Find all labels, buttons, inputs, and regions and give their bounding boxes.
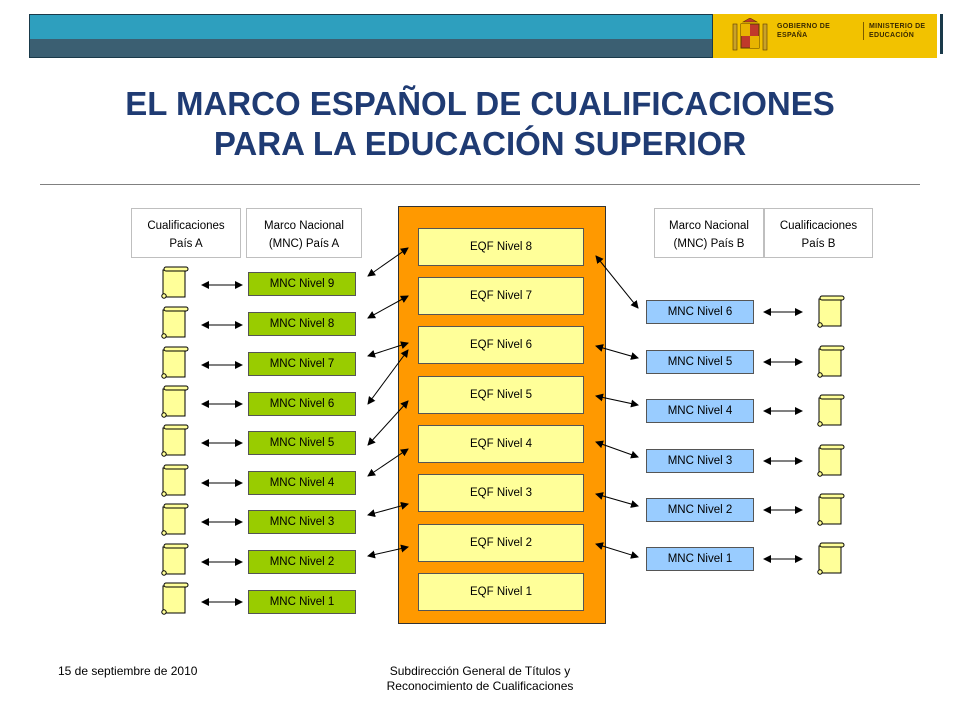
scroll-icon (818, 543, 844, 574)
mnc-a-nivel-6: MNC Nivel 6 (248, 392, 356, 416)
mnc-b-nivel-3: MNC Nivel 3 (646, 449, 754, 473)
mnc-a-nivel-7: MNC Nivel 7 (248, 352, 356, 376)
mnc-b-nivel-6: MNC Nivel 6 (646, 300, 754, 324)
arrow-eqf8-mncb6 (596, 256, 638, 308)
mnc-b-nivel-4: MNC Nivel 4 (646, 399, 754, 423)
scroll-icon (162, 307, 188, 338)
eqf-nivel-3: EQF Nivel 3 (418, 474, 584, 512)
mnc-a-nivel-8: MNC Nivel 8 (248, 312, 356, 336)
scroll-icon (162, 544, 188, 575)
arrow-mnca6-eqf6 (368, 350, 408, 404)
mnc-b-nivel-5: MNC Nivel 5 (646, 350, 754, 374)
eqf-nivel-4: EQF Nivel 4 (418, 425, 584, 463)
header-line: (MNC) País A (268, 238, 340, 250)
scroll-icons-pais-b (818, 296, 844, 574)
mnc-a-nivel-9: MNC Nivel 9 (248, 272, 356, 296)
footer-department-line-1: Subdirección General de Títulos y (389, 664, 571, 678)
mnc-a-nivel-5: MNC Nivel 5 (248, 431, 356, 455)
eqf-nivel-5: EQF Nivel 5 (418, 376, 584, 414)
header-line: (MNC) País B (673, 238, 745, 250)
arrow-mnca2-eqf2 (368, 547, 408, 556)
header-line: Cualificaciones (779, 220, 858, 232)
scroll-icon (162, 583, 188, 614)
eqf-nivel-8: EQF Nivel 8 (418, 228, 584, 266)
mnc-a-nivel-3: MNC Nivel 3 (248, 510, 356, 534)
mnc-a-nivel-4: MNC Nivel 4 (248, 471, 356, 495)
footer-department-line-2: Reconocimiento de Cualificaciones (386, 679, 574, 693)
arrow-eqf3-mncb2 (596, 494, 638, 506)
footer-date: 15 de septiembre de 2010 (58, 664, 198, 678)
header-line: Cualificaciones (147, 220, 225, 232)
arrow-eqf4-mncb3 (596, 442, 638, 457)
arrow-mnca7-eqf6 (368, 343, 408, 356)
arrow-eqf2-mncb1 (596, 544, 638, 557)
mnc-a-nivel-1: MNC Nivel 1 (248, 590, 356, 614)
scroll-icon (162, 386, 188, 417)
eqf-nivel-7: EQF Nivel 7 (418, 277, 584, 315)
arrow-mnca9-eqf8 (368, 248, 408, 276)
arrow-mnca8-eqf7 (368, 296, 408, 318)
scroll-icon (162, 347, 188, 378)
header-line: Marco Nacional (669, 220, 749, 232)
mnc-b-nivel-2: MNC Nivel 2 (646, 498, 754, 522)
scroll-icon (818, 346, 844, 377)
scroll-icon (818, 494, 844, 525)
header-line: País B (801, 238, 836, 250)
scroll-icon (162, 504, 188, 535)
scroll-icon (818, 445, 844, 476)
arrow-mnca4-eqf4 (368, 449, 408, 476)
government-label: GOBIERNO DE ESPAÑA (777, 23, 831, 39)
header-line: País A (169, 238, 203, 250)
scroll-icons-pais-a (162, 267, 188, 614)
arrow-mnca3-eqf3 (368, 504, 408, 515)
mnc-b-nivel-1: MNC Nivel 1 (646, 547, 754, 571)
title-line-2: PARA LA EDUCACIÓN SUPERIOR (213, 125, 747, 162)
eqf-nivel-1: EQF Nivel 1 (418, 573, 584, 611)
scroll-icon (162, 425, 188, 456)
header-line: Marco Nacional (264, 220, 344, 232)
footer-department (372, 664, 588, 694)
arrow-eqf5-mncb4 (596, 396, 638, 405)
arrow-mnca5-eqf5 (368, 401, 408, 445)
ministry-label: MINISTERIO DE EDUCACIÓN (863, 22, 943, 40)
eqf-nivel-6: EQF Nivel 6 (418, 326, 584, 364)
title-line-1: EL MARCO ESPAÑOL DE CUALIFICACIONES (125, 85, 835, 122)
scroll-icon (818, 296, 844, 327)
scroll-icon (162, 267, 188, 298)
scroll-icon (162, 465, 188, 496)
arrow-eqf6-mncb5 (596, 346, 638, 358)
scroll-icon (818, 395, 844, 426)
mnc-a-nivel-2: MNC Nivel 2 (248, 550, 356, 574)
eqf-nivel-2: EQF Nivel 2 (418, 524, 584, 562)
